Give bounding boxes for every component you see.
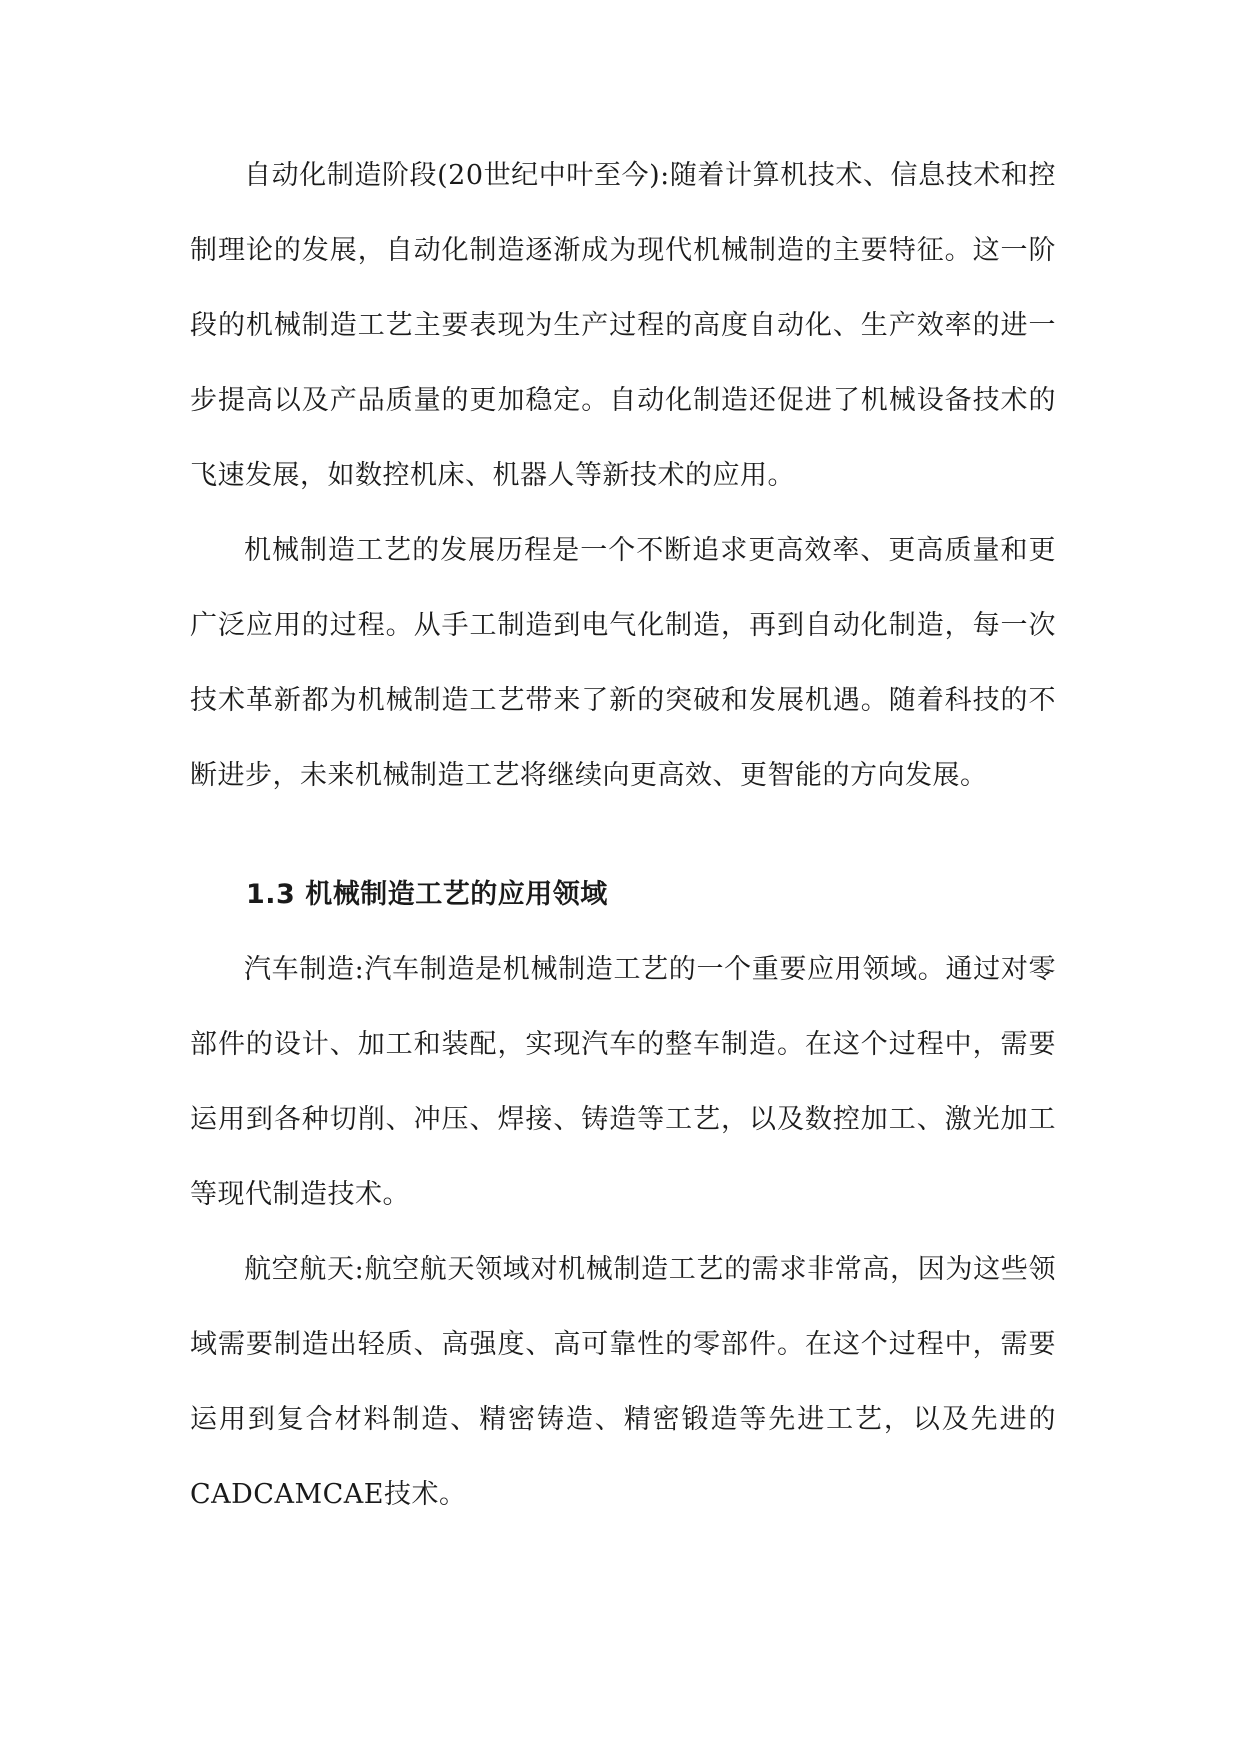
- document-page: [190, 138, 1056, 1532]
- section-spacer: [190, 813, 1056, 857]
- paragraph-aerospace: 航空航天:航空航天领域对机械制造工艺的需求非常高，因为这些领域需要制造出轻质、高强度、高可靠性的零部件。在这个过程中，需要运用到复合材料制造、精密铸造、精密锻造等先进工艺，以及先进的CADCAMCAE技术。: [190, 1254, 1056, 1510]
- paragraph-automotive: 汽车制造:汽车制造是机械制造工艺的一个重要应用领域。通过对零部件的设计、加工和装配，实现汽车的整车制造。在这个过程中，需要运用到各种切削、冲压、焊接、铸造等工艺，以及数控加工、激光加工等现代制造技术。: [190, 954, 1056, 1210]
- paragraph-development-summary: 机械制造工艺的发展历程是一个不断追求更高效率、更高质量和更广泛应用的过程。从手工制造到电气化制造，再到自动化制造，每一次技术革新都为机械制造工艺带来了新的突破和发展机遇。随着科技的不断进步，未来机械制造工艺将继续向更高效、更智能的方向发展。: [190, 535, 1056, 791]
- section-heading: 1.3 机械制造工艺的应用领域: [246, 879, 608, 910]
- paragraph-automation-stage: 自动化制造阶段(20世纪中叶至今):随着计算机技术、信息技术和控制理论的发展，自动化制造逐渐成为现代机械制造的主要特征。这一阶段的机械制造工艺主要表现为生产过程的高度自动化、生产效率的进一步提高以及产品质量的更加稳定。自动化制造还促进了机械设备技术的飞速发展，如数控机床、机器人等新技术的应用。: [190, 160, 1056, 491]
